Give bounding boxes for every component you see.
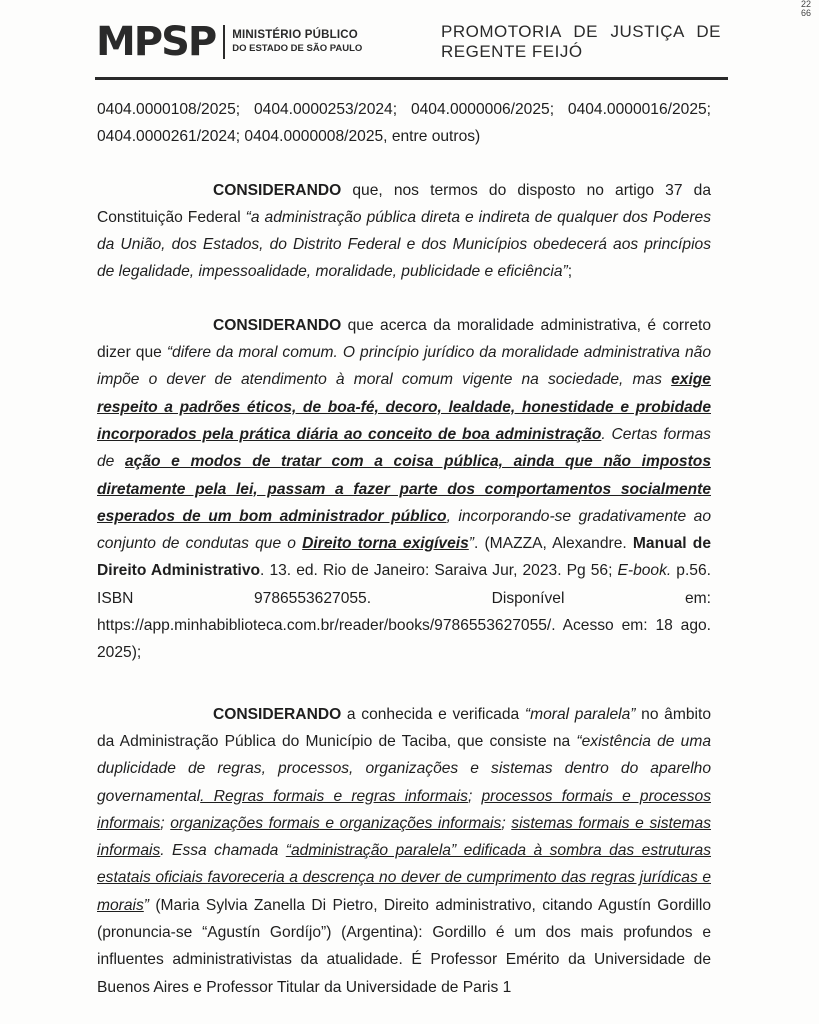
document-body xyxy=(97,96,711,1001)
considerando-label: CONSIDERANDO xyxy=(213,705,342,723)
paragraph-moral-paralela: CONSIDERANDO a conhecida e verificada “moral paralela” no âmbito da Administração Pública do Município de Taciba, que consiste na “existência de uma duplicidade de regras, processos, organizações e sistemas dentro do aparelho governamental. Regras formais e regras informais; processos formais e processos informais; organizações formais e organizações informais; sistemas formais e sistemas informais. Essa chamada “administração paralela” edificada à sombra das estruturas estatais oficiais favoreceria a descrença no dever de cumprimento das regras jurídicas e morais” (Maria Sylvia Zanella Di Pietro, Direito administrativo, citando Agustín Gordillo (pronuncia-se “Agustín Gordíjo”) (Argentina): Gordillo é um dos mais profundos e influentes administrativistas da atualidade. É Professor Emérito da Universidade de Buenos Aires e Professor Titular da Universidade de Paris 1 xyxy=(97,705,711,996)
considerando-label: CONSIDERANDO xyxy=(213,316,342,334)
quote-mazza: “difere da moral comum. O princípio jurídico da moralidade administrativa não impõe o dever de atendimento à moral comum vigente na sociedade, mas exige respeito a padrões éticos, de boa-fé, decoro, lealdade, honestidade e probidade incorporados pela prática diária ao conceito de boa administração. Certas formas de ação e modos de tratar com a coisa pública, ainda que não impostos diretamente pela lei, passam a fazer parte dos comportamentos socialmente esperados de um bom administrador público, incorporando-se gradativamente ao conjunto de condutas que o Direito torna exigíveis” xyxy=(97,344,711,553)
office-name: PROMOTORIA DE JUSTIÇA DE REGENTE FEIJÓ xyxy=(441,22,721,61)
quote-di-pietro: “existência de uma duplicidade de regras, processos, organizações e sistemas dentro do aparelho governamental. Regras formais e regras informais; processos formais e processos informais; organizações formais e organizações informais; sistemas formais e sistemas informais. Essa chamada “administração paralela” edificada à sombra das estruturas estatais oficiais favoreceria a descrença no dever de cumprimento das regras jurídicas e morais” xyxy=(97,732,711,914)
book-title: Manual de Direito Administrativo xyxy=(97,535,711,580)
institution-name xyxy=(232,29,362,55)
logo-wordmark: MPSP xyxy=(96,19,216,65)
mpsp-logo xyxy=(96,19,363,65)
page-number: 22 66 xyxy=(800,0,811,18)
paragraph-moralidade: CONSIDERANDO que acerca da moralidade administrativa, é correto dizer que “difere da moral comum. O princípio jurídico da moralidade administrativa não impõe o dever de atendimento à moral comum vigente na sociedade, mas exige respeito a padrões éticos, de boa-fé, decoro, lealdade, honestidade e probidade incorporados pela prática diária ao conceito de boa administração. Certas formas de ação e modos de tratar com a coisa pública, ainda que não impostos diretamente pela lei, passam a fazer parte dos comportamentos socialmente esperados de um bom administrador público, incorporando-se gradativamente ao conjunto de condutas que o Direito torna exigíveis”. (MAZZA, Alexandre. Manual de Direito Administrativo. 13. ed. Rio de Janeiro: Saraiva Jur, 2023. Pg 56; E-book. p.56. ISBN 9786553627055. Disponível em: https://app.minhabiblioteca.com.br/reader/books/9786553627055/. Acesso em: 18 ago. 2025); xyxy=(97,316,711,662)
logo-divider xyxy=(223,25,225,59)
quote-art37: “a administração pública direta e indireta de qualquer dos Poderes da União, dos Estados, do Distrito Federal e dos Municípios obedecerá aos princípios de legalidade, impessoalidade, moralidade, publicidade e eficiência” xyxy=(97,208,711,281)
considerando-label: CONSIDERANDO xyxy=(213,181,342,199)
paragraph-case-numbers: 0404.0000108/2025; 0404.0000253/2024; 0404.0000006/2025; 0404.0000016/2025; 0404.0000261/2024; 0404.0000008/2025, entre outros) xyxy=(97,101,711,146)
institution-line2: DO ESTADO DE SÃO PAULO xyxy=(232,43,363,54)
citation-reference: p.56. ISBN 9786553627055. Disponível em: https://app.minhabiblioteca.com.br/reader/books/9786553627055/. Acesso em: 18 ago. 2025); xyxy=(97,562,711,662)
paragraph-constitution: CONSIDERANDO que, nos termos do disposto no artigo 37 da Constituição Federal “a administração pública direta e indireta de qualquer dos Poderes da União, dos Estados, do Distrito Federal e dos Municípios obedecerá aos princípios de legalidade, impessoalidade, moralidade, publicidade e eficiência”; xyxy=(97,181,711,281)
institution-line1: MINISTÉRIO PÚBLICO xyxy=(232,29,358,41)
header-rule xyxy=(95,77,728,80)
